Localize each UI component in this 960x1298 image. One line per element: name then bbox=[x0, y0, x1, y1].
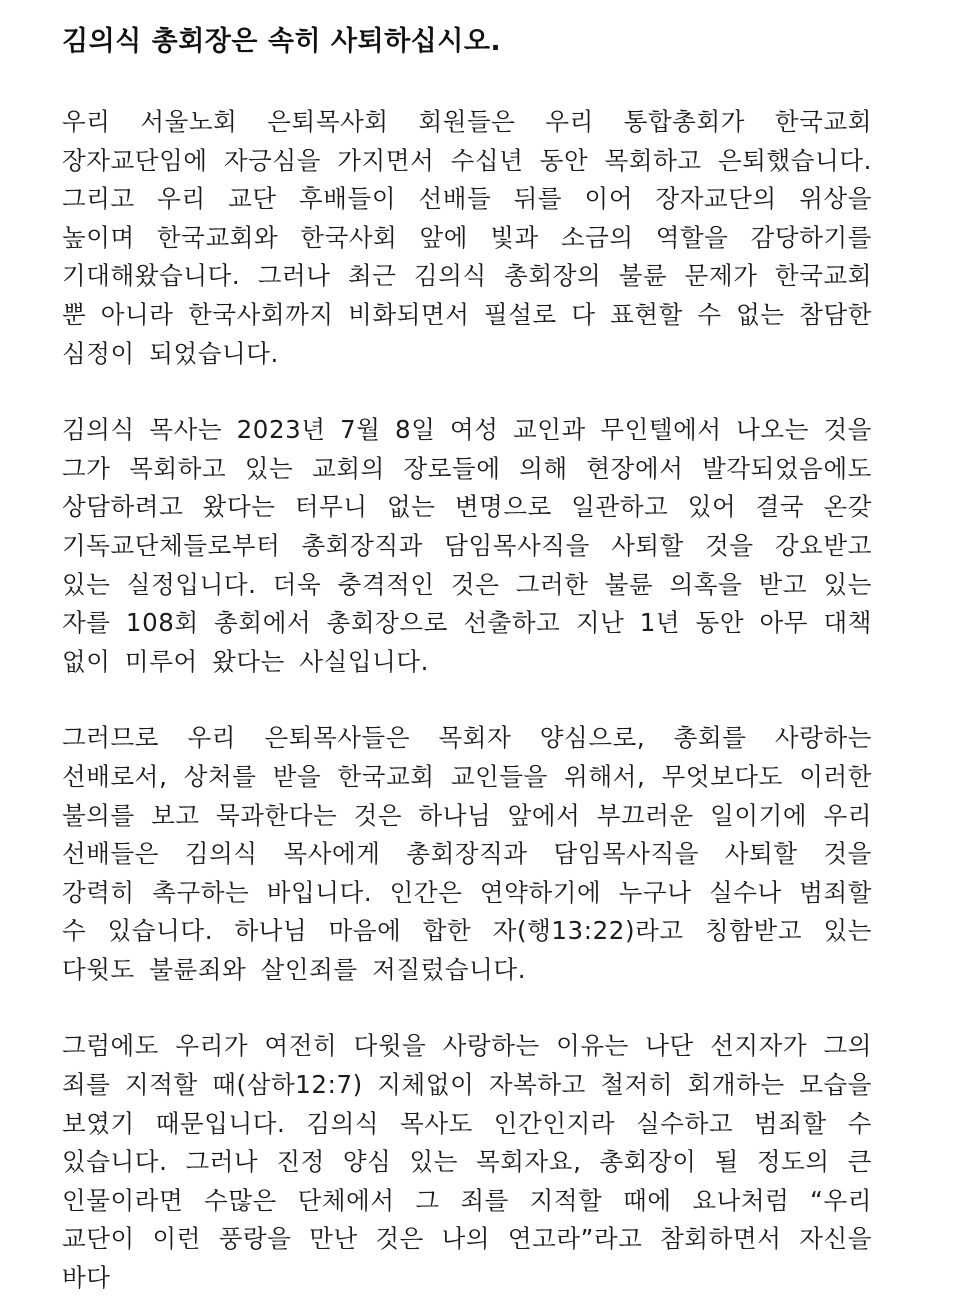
paragraph-3: 그러므로 우리 은퇴목사들은 목회자 양심으로, 총회를 사랑하는 선배로서, 상처를 받을 한국교회 교인들을 위해서, 무엇보다도 이러한 불의를 보고 묵과한다는 것은 하나님 앞에서 부끄러운 일이기에 우리 선배들은 김의식 목사에게 총회장직과 담임목사직을 사퇴할 것을 강력히 촉구하는 바입니다. 인간은 연약하기에 누구나 실수나 범죄할 수 있습니다. 하나님 마음에 합한 자(행13:22)라고 칭함받고 있는 다윗도 불륜죄와 살인죄를 저질렀습니다. bbox=[62, 723, 872, 984]
paragraph-4: 그럼에도 우리가 여전히 다윗을 사랑하는 이유는 나단 선지자가 그의 죄를 지적할 때(삼하12:7) 지체없이 자복하고 철저히 회개하는 모습을 보였기 때문입니다. 김의식 목사도 인간인지라 실수하고 범죄할 수 있습니다. 그러나 진정 양심 있는 목회자요, 총회장이 될 정도의 큰 인물이라면 수많은 단체에서 그 죄를 지적할 때에 요나처럼 “우리 교단이 이런 풍랑을 만난 것은 나의 연고라”라고 참회하면서 자신을 바다 bbox=[62, 1031, 872, 1293]
paragraph-2: 김의식 목사는 2023년 7월 8일 여성 교인과 무인텔에서 나오는 것을 그가 목회하고 있는 교회의 장로들에 의해 현장에서 발각되었음에도 상담하려고 왔다는 터무니 없는 변명으로 일관하고 있어 결국 온갖 기독교단체들로부터 총회장직과 담임목사직을 사퇴할 것을 강요받고 있는 실정입니다. 더욱 충격적인 것은 그러한 불륜 의혹을 받고 있는 자를 108회 총회에서 총회장으로 선출하고 지난 1년 동안 아무 대책 없이 미루어 왔다는 사실입니다. bbox=[62, 415, 872, 676]
document-body bbox=[62, 22, 872, 1298]
paragraph-1: 우리 서울노회 은퇴목사회 회원들은 우리 통합총회가 한국교회 장자교단임에 자긍심을 가지면서 수십년 동안 목회하고 은퇴했습니다. 그리고 우리 교단 후배들이 선배들 뒤를 이어 장자교단의 위상을 높이며 한국교회와 한국사회 앞에 빛과 소금의 역할을 감당하기를 기대해왔습니다. 그러나 최근 김의식 총회장의 불륜 문제가 한국교회 뿐 아니라 한국사회까지 비화되면서 필설로 다 표현할 수 없는 참담한 심정이 되었습니다. bbox=[62, 107, 872, 368]
document-title: 김의식 총회장은 속히 사퇴하십시오. bbox=[62, 26, 502, 57]
